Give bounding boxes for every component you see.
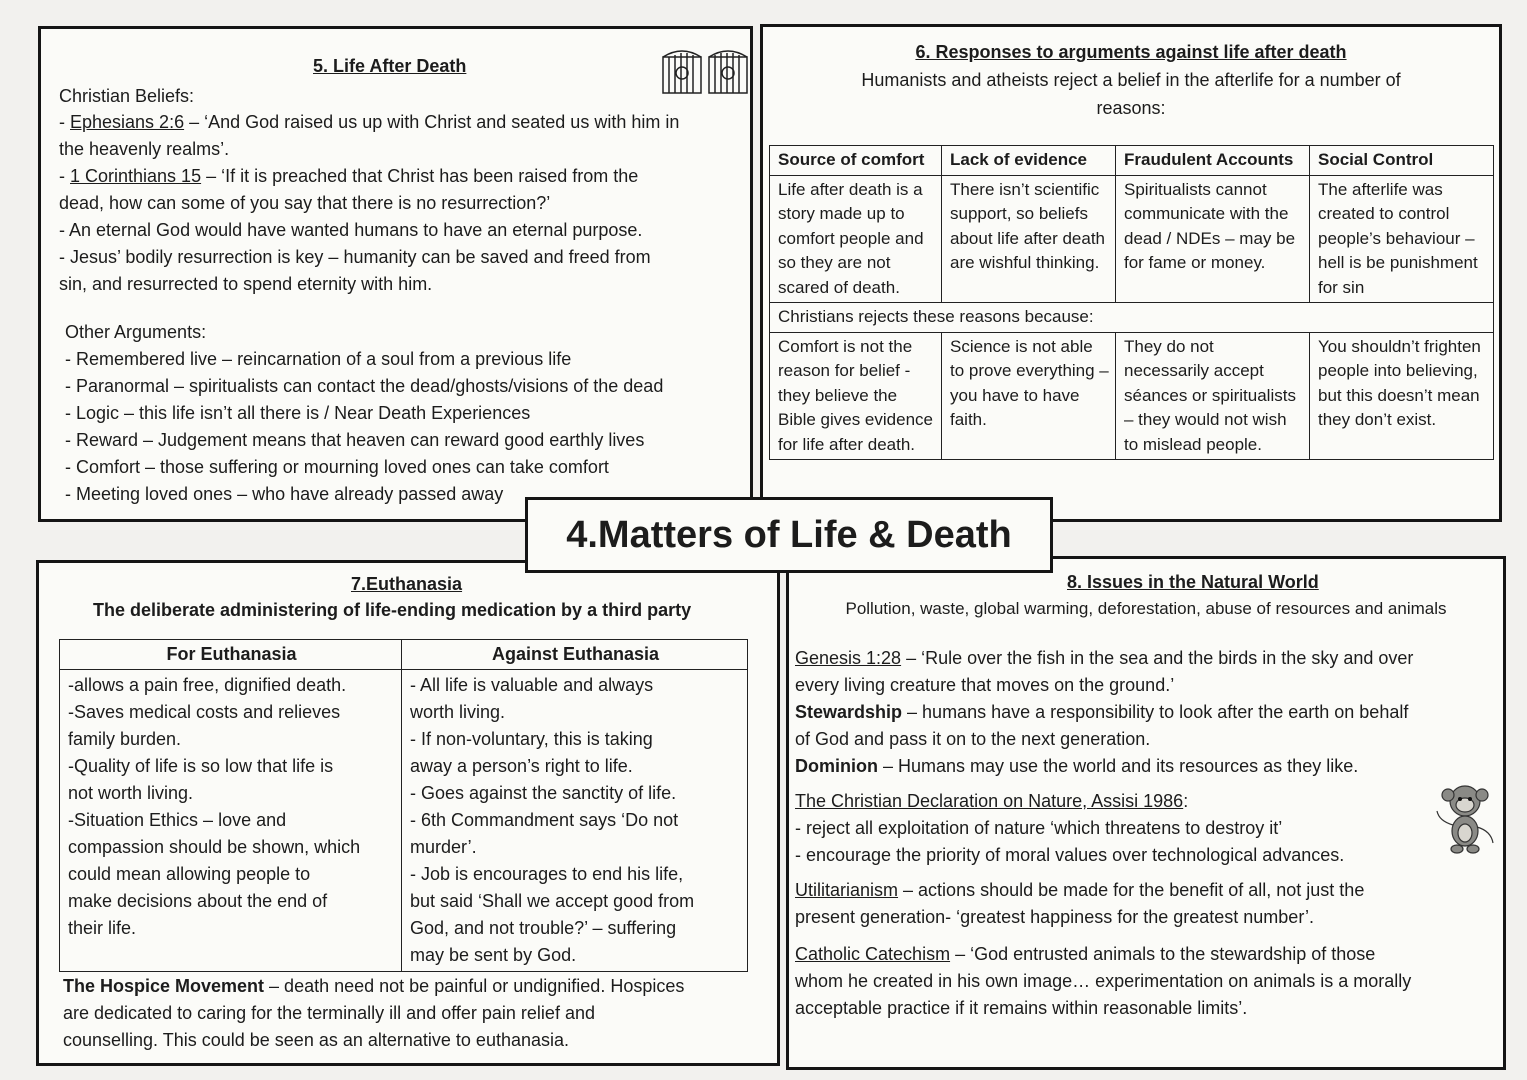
list-item: - Goes against the sanctity of life. [410, 782, 677, 803]
christian-line: - Ephesians 2:6 – ‘And God raised us up with Christ and seated us with him in [59, 112, 680, 132]
scripture-ref: 1 Corinthians 15 [70, 166, 202, 186]
list-item: -Saves medical costs and relieves [68, 701, 341, 722]
section6-intro-line2: reasons: [1096, 98, 1166, 118]
dominion-label: Dominion [795, 756, 878, 776]
list-item: could mean allowing people to [68, 863, 311, 884]
table-cell: Science is not able to prove everything – you have to have faith. [942, 332, 1116, 460]
hospice-paragraph: The Hospice Movement – death need not be painful or undignified. Hospices are dedicated to caring for the terminally ill and offer pain relief and counselling. This could be seen as an alternative to euthanasia. [63, 976, 685, 1050]
stewardship-label: Stewardship [795, 702, 903, 722]
monkey-icon [1431, 781, 1499, 857]
scripture-ref: Ephesians 2:6 [70, 112, 185, 132]
table-cell: Life after death is a story made up to comfort people and so they are not scared of death. [770, 175, 942, 303]
section-responses [760, 24, 1502, 522]
list-item: compassion should be shown, which [68, 836, 361, 857]
catechism-ref: Catholic Catechism [795, 944, 951, 964]
other-arguments-list [65, 346, 663, 508]
table-header-cell: Social Control [1310, 146, 1494, 176]
list-item: may be sent by God. [410, 944, 577, 965]
section7-title: 7.Euthanasia [351, 574, 463, 594]
assisi-ref: The Christian Declaration on Nature, Assisi 1986 [795, 791, 1184, 811]
list-item: - If non-voluntary, this is taking [410, 728, 653, 749]
list-item: God, and not trouble?’ – suffering [410, 917, 677, 938]
list-item: their life. [68, 917, 137, 938]
table-row [770, 175, 1494, 303]
list-item: murder’. [410, 836, 477, 857]
table-cell: There isn’t scientific support, so beliefs about life after death are wishful thinking. [942, 175, 1116, 303]
christian-line: the heavenly realms’. [59, 139, 230, 159]
section6-intro-line1: Humanists and atheists reject a belief in the afterlife for a number of [861, 70, 1401, 90]
list-item: - Reward – Judgement means that heaven can reward good earthly lives [65, 430, 645, 450]
scripture-ref: Genesis 1:28 [795, 648, 902, 668]
table-row [60, 669, 748, 971]
section8-subtitle: Pollution, waste, global warming, deforestation, abuse of resources and animals [845, 599, 1447, 618]
list-item: - Comfort – those suffering or mourning loved ones can take comfort [65, 457, 609, 477]
list-item: - All life is valuable and always [410, 674, 654, 695]
against-euthanasia-heading: Against Euthanasia [402, 640, 748, 670]
list-item: -allows a pain free, dignified death. [68, 674, 347, 695]
for-euthanasia-heading: For Euthanasia [60, 640, 402, 670]
christian-line: - 1 Corinthians 15 – ‘If it is preached that Christ has been raised from the [59, 166, 639, 186]
christian-beliefs-list [59, 109, 749, 298]
list-item: not worth living. [68, 782, 194, 803]
section-euthanasia [36, 560, 780, 1066]
list-item: - encourage the priority of moral values over technological advances. [795, 845, 1345, 865]
list-item: family burden. [68, 728, 182, 749]
table-row [770, 332, 1494, 460]
list-item: - Remembered live – reincarnation of a soul from a previous life [65, 349, 572, 369]
table-cell: Christians rejects these reasons because: [770, 303, 1494, 333]
table-cell: They do not necessarily accept séances or spiritualists – they would not wish to mislead people. [1116, 332, 1310, 460]
other-arguments-heading: Other Arguments: [65, 322, 207, 342]
list-item: -Situation Ethics – love and [68, 809, 287, 830]
heaven-gate-icon [661, 43, 749, 95]
natural-world-content: Genesis 1:28 – ‘Rule over the fish in the sea and the birds in the sky and over every living creature that moves on the ground.’ Stewardship – humans have a responsibility to look after the earth on behalf of God and pass it on to the next generation. Dominion – Humans may use the world and its resources as they like. The Christian Declaration on Nature, Assisi 1986: - reject all exploitation of nature ‘which threatens to destroy it’ - encourage the priority of moral values over technological advances. Utilitarianism – actions should be made for the benefit of all, not just the present generation- ‘greatest happiness for the greatest number’. Catholic Catechism – ‘God entrusted animals to the stewardship of those whom he created in his own image… experimentation on animals is a morally acceptable practice if it remains within reasonable limits’. [795, 645, 1503, 1022]
table-header-row [770, 146, 1494, 176]
utilitarianism-ref: Utilitarianism [795, 880, 899, 900]
christian-line: dead, how can some of you say that there is no resurrection?’ [59, 193, 551, 213]
table-cell: Comfort is not the reason for belief - they believe the Bible gives evidence for life after death. [770, 332, 942, 460]
table-row [770, 303, 1494, 333]
christian-line: - An eternal God would have wanted humans to have an eternal purpose. [59, 220, 643, 240]
table-cell: Spiritualists cannot communicate with the dead / NDEs – may be for fame or money. [1116, 175, 1310, 303]
list-item: away a person’s right to life. [410, 755, 633, 776]
table-cell: The afterlife was created to control people’s behaviour –hell is be punishment for sin [1310, 175, 1494, 303]
list-item: worth living. [410, 701, 506, 722]
table-header-cell: Lack of evidence [942, 146, 1116, 176]
list-item: - Logic – this life isn’t all there is / Near Death Experiences [65, 403, 531, 423]
list-item: - reject all exploitation of nature ‘which threatens to destroy it’ [795, 818, 1283, 838]
list-item: - Meeting loved ones – who have already passed away [65, 484, 504, 504]
christian-line: sin, and resurrected to spend eternity with him. [59, 274, 433, 294]
main-title: 4.Matters of Life & Death [525, 497, 1053, 573]
section8-title: 8. Issues in the Natural World [1067, 572, 1319, 592]
christian-line: - Jesus’ bodily resurrection is key – humanity can be saved and freed from [59, 247, 651, 267]
christian-beliefs-heading: Christian Beliefs: [59, 86, 195, 106]
for-euthanasia-cell [60, 669, 402, 971]
section6-title: 6. Responses to arguments against life after death [915, 42, 1347, 62]
list-item: - 6th Commandment says ‘Do not [410, 809, 679, 830]
section-natural-world [786, 556, 1506, 1070]
list-item: -Quality of life is so low that life is [68, 755, 334, 776]
section-life-after-death [38, 26, 753, 522]
hospice-label: The Hospice Movement [63, 976, 265, 996]
responses-table [769, 145, 1494, 460]
euthanasia-table [59, 639, 748, 972]
list-item: but said ‘Shall we accept good from [410, 890, 695, 911]
table-header-cell: Fraudulent Accounts [1116, 146, 1310, 176]
table-cell: You shouldn’t frighten people into believing, but this doesn’t mean they don’t exist. [1310, 332, 1494, 460]
table-header-row [60, 640, 748, 670]
list-item: - Paranormal – spiritualists can contact the dead/ghosts/visions of the dead [65, 376, 664, 396]
section7-definition: The deliberate administering of life-ending medication by a third party [93, 600, 692, 620]
against-euthanasia-cell [402, 669, 748, 971]
table-header-cell: Source of comfort [770, 146, 942, 176]
section5-title: 5. Life After Death [313, 56, 467, 76]
list-item: make decisions about the end of [68, 890, 328, 911]
list-item: - Job is encourages to end his life, [410, 863, 684, 884]
